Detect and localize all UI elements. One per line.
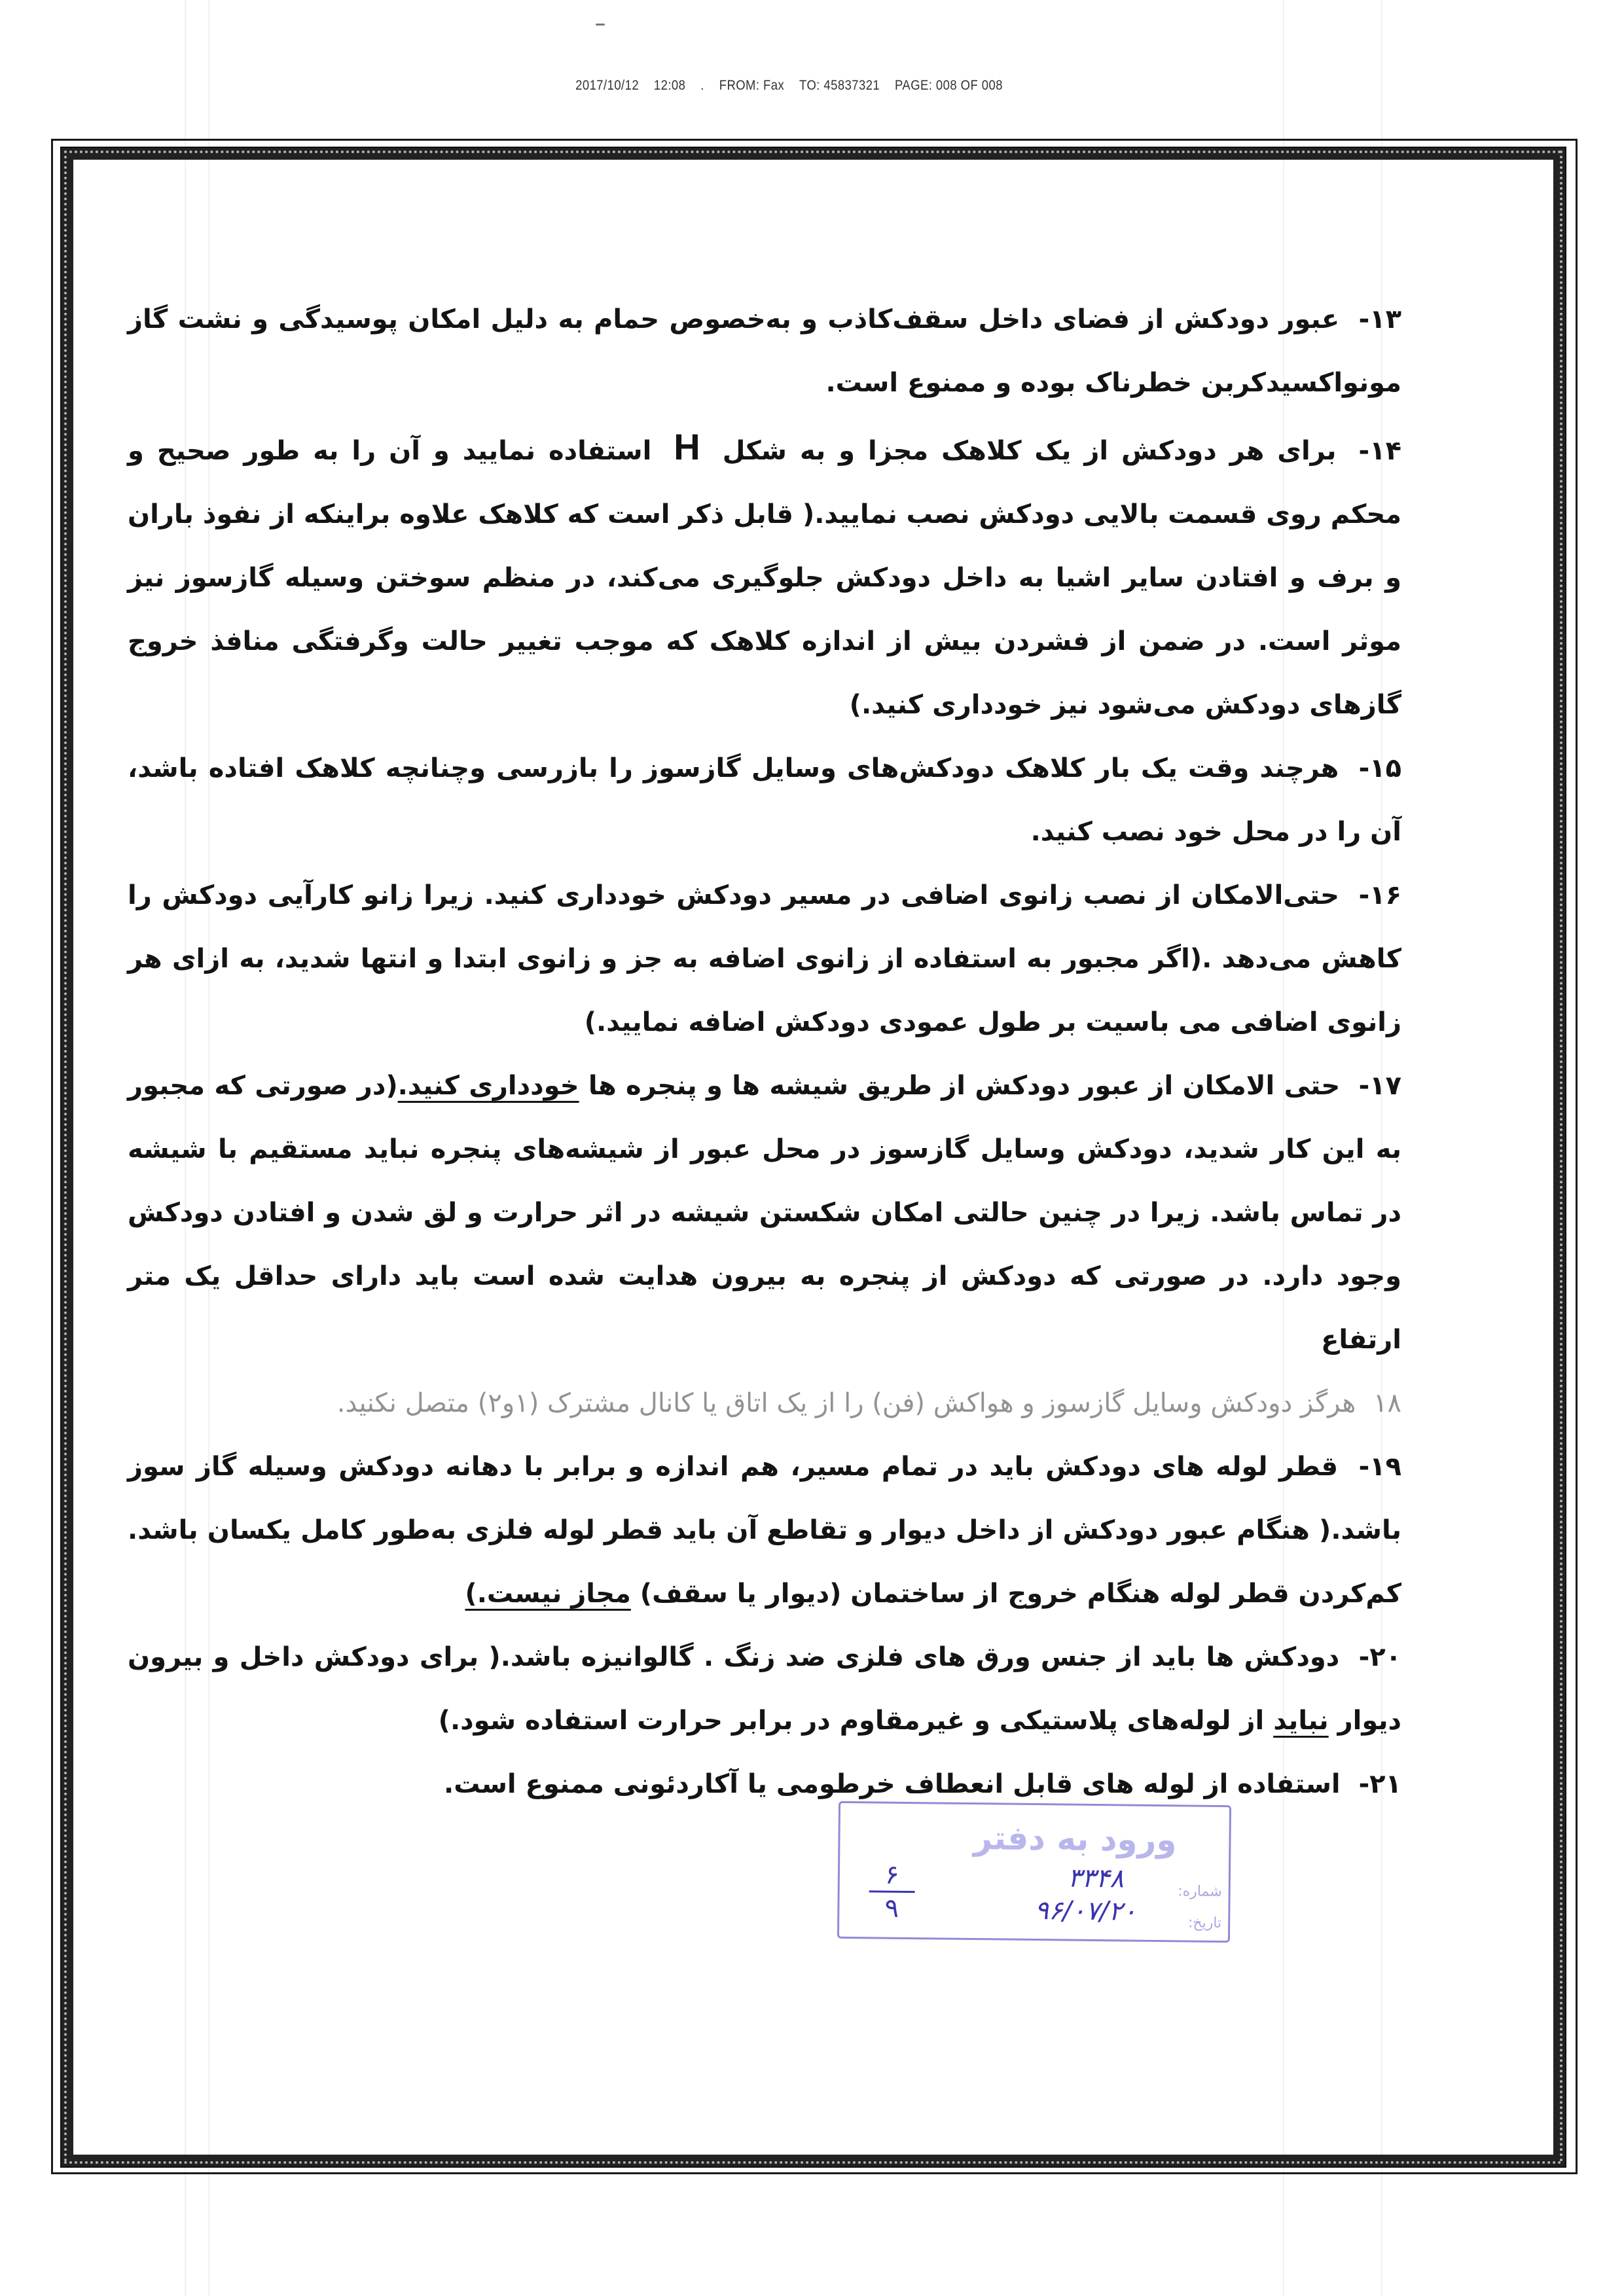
underlined-text: خودداری کنید. [397, 1071, 579, 1101]
item-number: ۱۷- [1358, 1071, 1401, 1101]
item-19 [128, 1435, 1401, 1626]
item-text: حتی الامکان از عبور دودکش از طریق شیشه ها و پنجره ها [588, 1071, 1341, 1101]
registration-stamp [837, 1801, 1231, 1943]
item-text: عبور دودکش از فضای داخل سقف‌کاذب و به‌خصوص حمام به دلیل امکان پوسیدگی و نشت گاز مونواکسیدکربن خطرناک بوده و ممنوع است. [128, 304, 1401, 398]
item-text: استفاده نمایید و آن را به طور صحیح و محکم روی قسمت بالایی دودکش نصب نمایید.( قابل ذکر است که کلاهک علاوه براینکه از نفوذ باران و برف و افتادن سایر اشیا به داخل دودکش جلوگیری می‌کند، در منظم سوختن وسیله گازسوز نیز موثر است. در ضمن از فشردن بیش از اندازه کلاهک که موجب تغییر حالت وگرفتگی منافذ خروج گازهای دودکش می‌شود نیز خودداری کنید.) [128, 436, 1401, 720]
stamp-fraction [869, 1859, 915, 1924]
stamp-number-label: شماره: [1178, 1883, 1222, 1901]
stamp-title: ورود به دفتر [973, 1819, 1177, 1859]
fax-from: FROM: Fax [719, 78, 785, 93]
item-text: هرچند وقت یک بار کلاهک دودکش‌های وسایل گازسوز را بازرسی وچنانچه کلاهک افتاده باشد، آن را در محل خود نصب کنید. [128, 753, 1401, 847]
h-shape-symbol: H [674, 426, 700, 467]
item-text: دودکش ها باید از جنس ورق های فلزی ضد زنگ . گالوانیزه باشد.( برای دودکش داخل و بیرون دیوار [128, 1642, 1401, 1736]
fax-header [568, 62, 1018, 94]
underlined-text: نباید [1273, 1706, 1329, 1736]
item-15 [128, 737, 1401, 864]
item-text: استفاده از لوله های قابل انعطاف خرطومی یا آکاردئونی ممنوع است. [444, 1769, 1341, 1799]
item-13 [128, 288, 1401, 415]
stamp-fraction-top: ۶ [869, 1859, 916, 1893]
stamp-date-value: ۹۶/۰۷/۲۰ [1034, 1895, 1137, 1927]
fax-date: 2017/10/12 [575, 78, 640, 93]
stamp-fraction-bottom: ۹ [884, 1893, 899, 1924]
item-text: قطر لوله های دودکش باید در تمام مسیر، هم اندازه و برابر با دهانه دودکش وسیله گاز سوز باشد.( هنگام عبور دودکش از داخل دیوار و تقاطع آن باید قطر لوله فلزی به‌طور کامل یکسان باشد. کم‌کردن قطر لوله هنگام خروج از ساختمان (دیوار یا سقف) [128, 1452, 1401, 1609]
stamp-date-label: تاریخ: [1187, 1914, 1222, 1932]
scan-speck [596, 24, 605, 26]
item-number: ۱۵- [1358, 753, 1401, 783]
item-number: ۱۹- [1358, 1452, 1401, 1482]
item-20 [128, 1626, 1401, 1753]
item-number: ۱۳- [1358, 304, 1401, 334]
item-14 [128, 415, 1401, 737]
item-number: ۱۸ [1373, 1388, 1401, 1418]
item-16 [128, 864, 1401, 1054]
item-number: ۱۶- [1358, 880, 1401, 910]
item-text: حتی‌الامکان از نصب زانوی اضافی در مسیر دودکش خودداری کنید. زیرا زانو کارآیی دودکش را کاهش می‌دهد .(اگر مجبور به استفاده از زانوی اضافه به جز و زانوی ابتدا و انتها شدید، به ازای هر زانوی اضافی می باسیت بر طول عمودی دودکش اضافه نمایید.) [128, 880, 1401, 1037]
item-text: برای هر دودکش از یک کلاهک مجزا و به شکل [722, 436, 1337, 466]
fax-to: TO: 45837321 [799, 78, 880, 93]
fax-separator: . [700, 78, 704, 93]
fax-page: PAGE: 008 OF 008 [895, 78, 1003, 93]
item-text: هرگز دودکش وسایل گازسوز و هواکش (فن) را از یک اتاق یا کانال مشترک (۱و۲) متصل نکنید. [336, 1388, 1356, 1418]
item-text: (در صورتی که مجبور به این کار شدید، دودکش وسایل گازسوز در محل عبور از شیشه‌های پنجره نباید مستقیم با شیشه در تماس باشد. زیرا در چنین حالتی امکان شکستن شیشه در اثر حرارت و لق شدن و افتادن دودکش وجود دارد. در صورتی که دودکش از پنجره به بیرون هدایت شده است باید دارای حداقل یک متر ارتفاع [128, 1071, 1401, 1355]
item-18-faded [128, 1372, 1401, 1435]
stamp-number-value: ۳۳۴۸ [1067, 1863, 1125, 1894]
item-17 [128, 1054, 1401, 1372]
item-number: ۲۱- [1358, 1769, 1401, 1799]
underlined-text: مجاز نیست.) [465, 1579, 631, 1609]
document-body [128, 288, 1401, 1816]
item-number: ۱۴- [1358, 436, 1401, 466]
item-text: از لوله‌های پلاستیکی و غیرمقاوم در برابر حرارت استفاده شود.) [438, 1706, 1265, 1736]
item-number: ۲۰- [1358, 1642, 1402, 1672]
fax-time: 12:08 [653, 78, 686, 93]
